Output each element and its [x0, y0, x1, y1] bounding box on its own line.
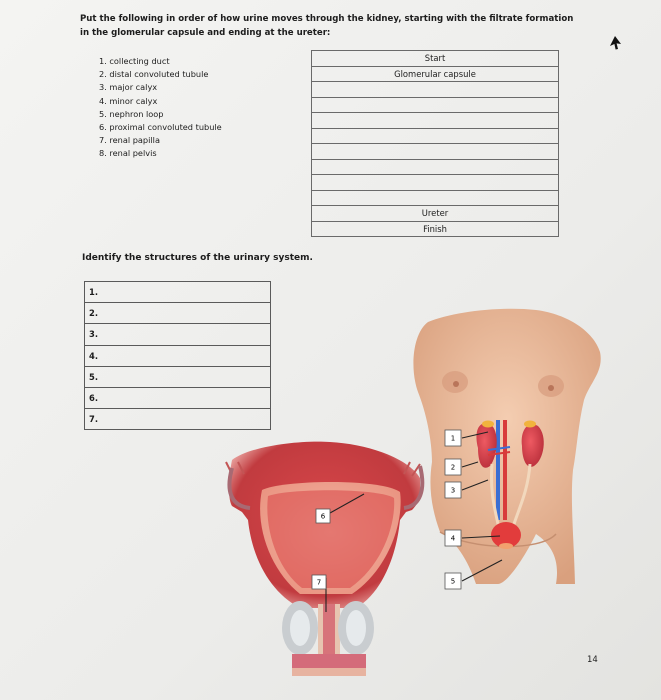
figure-label-3	[445, 482, 461, 498]
answer-row-4[interactable]: 4.	[85, 345, 271, 366]
svg-text:3: 3	[450, 486, 456, 495]
page-number: 14	[587, 655, 598, 665]
answer-row-3[interactable]: 3.	[85, 324, 271, 345]
list-item: 8. renal pelvis	[99, 148, 157, 159]
figure-label-4	[445, 530, 461, 546]
svg-text:2: 2	[450, 463, 456, 472]
figure-label-7	[312, 575, 326, 589]
order-start-cell: Start	[312, 51, 559, 67]
answer-row-6[interactable]: 6.	[85, 387, 271, 408]
svg-text:1: 1	[450, 434, 456, 443]
figure-label-6	[316, 509, 330, 523]
svg-text:4: 4	[450, 534, 456, 543]
figure-label-2	[445, 459, 461, 475]
figure-label-1	[445, 430, 461, 446]
answer-row-7[interactable]: 7.	[85, 409, 271, 430]
order-finish-cell: Finish	[312, 221, 559, 237]
answer-row-5[interactable]: 5.	[85, 366, 271, 387]
list-item: 5. nephron loop	[99, 108, 164, 119]
question-identify-structures: Identify the structures of the urinary system.	[82, 253, 313, 263]
answer-row-2[interactable]: 2.	[85, 303, 271, 324]
answer-row-1[interactable]: 1.	[85, 282, 271, 303]
list-item: 6. proximal convoluted tubule	[99, 122, 222, 133]
list-item: 7. renal papilla	[99, 135, 160, 146]
question-urine-order: Put the following in order of how urine moves through the kidney, starting with the filtrate formation in the glomerular capsule and ending at the ureter:	[80, 14, 574, 38]
list-item: 2. distal convoluted tubule	[99, 69, 209, 80]
order-first-cell: Glomerular capsule	[312, 66, 559, 82]
svg-text:5: 5	[450, 577, 456, 586]
order-last-cell: Ureter	[312, 206, 559, 222]
list-item: 3. major calyx	[99, 82, 158, 93]
svg-text:7: 7	[316, 578, 322, 587]
bladder-illustration	[226, 442, 422, 676]
svg-text:6: 6	[320, 512, 326, 521]
list-item: 1. collecting duct	[99, 56, 170, 66]
list-item: 4. minor calyx	[99, 95, 158, 106]
figure-label-5	[445, 573, 461, 589]
